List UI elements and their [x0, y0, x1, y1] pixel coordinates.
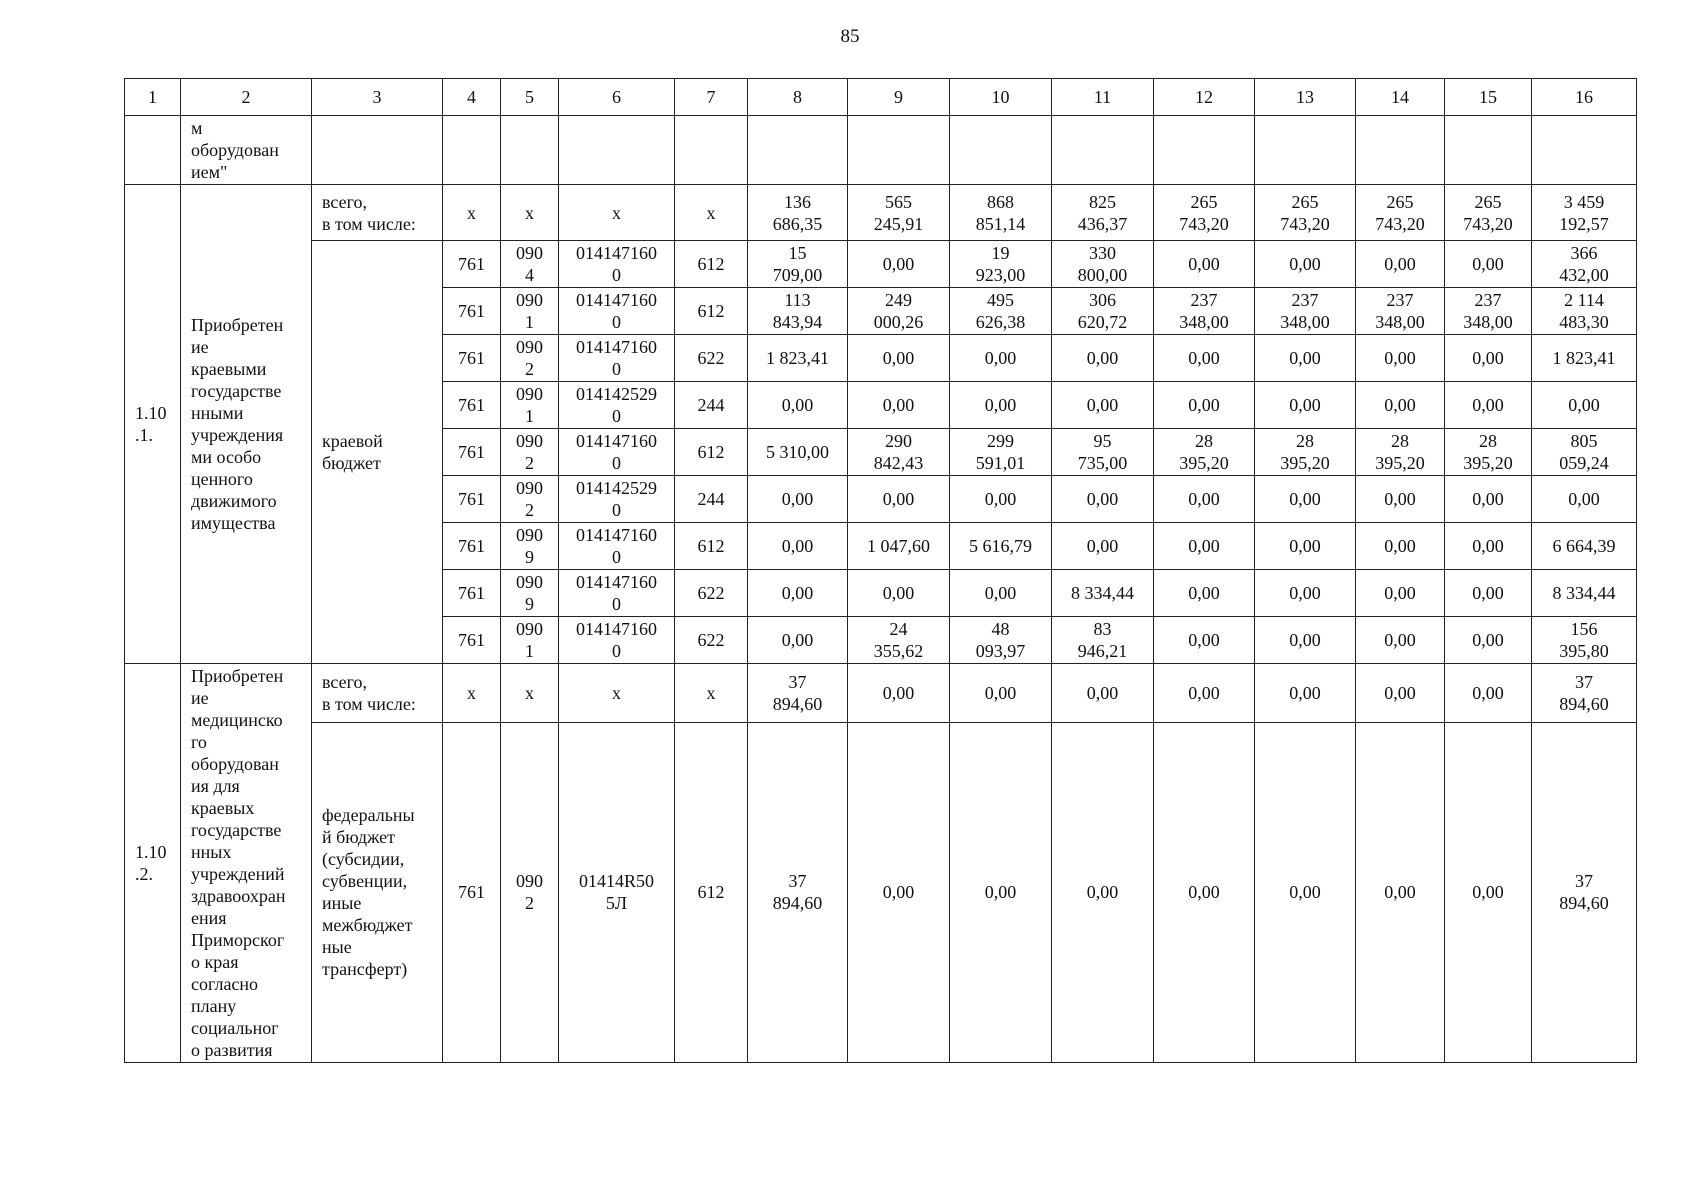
value-cell: 825 436,37: [1052, 185, 1154, 241]
value-cell: 0,00: [1255, 382, 1356, 429]
column-header: 9: [848, 79, 950, 116]
code-cell: 01414R50 5Л: [559, 722, 675, 1062]
value-cell: 0,00: [848, 335, 950, 382]
code-cell: 622: [675, 570, 748, 617]
code-cell: 761: [443, 722, 501, 1062]
code-cell: 090 9: [501, 570, 559, 617]
value-cell: 565 245,91: [848, 185, 950, 241]
code-cell: 612: [675, 241, 748, 288]
code-cell: 014147160 0: [559, 570, 675, 617]
code-cell: 090 9: [501, 523, 559, 570]
value-cell: 0,00: [748, 523, 848, 570]
value-cell: 37 894,60: [1532, 664, 1637, 723]
value-cell: 249 000,26: [848, 288, 950, 335]
empty-cell: [1532, 116, 1637, 185]
code-cell: 014147160 0: [559, 241, 675, 288]
value-cell: 0,00: [1532, 476, 1637, 523]
code-cell: 761: [443, 382, 501, 429]
code-cell: х: [675, 185, 748, 241]
empty-cell: [443, 116, 501, 185]
value-cell: 0,00: [1255, 570, 1356, 617]
value-cell: 237 348,00: [1255, 288, 1356, 335]
budget-row: [125, 722, 1637, 1062]
value-cell: 0,00: [848, 664, 950, 723]
empty-cell: [312, 116, 443, 185]
column-header: 8: [748, 79, 848, 116]
total-label-cell: всего, в том числе:: [312, 664, 443, 723]
value-cell: 0,00: [848, 476, 950, 523]
column-header: 2: [181, 79, 312, 116]
value-cell: 0,00: [848, 382, 950, 429]
budget-row: [125, 241, 1637, 288]
value-cell: 0,00: [748, 617, 848, 664]
value-cell: 0,00: [1445, 664, 1532, 723]
item-number-cell: 1.10 .2.: [125, 664, 181, 1063]
column-header: 3: [312, 79, 443, 116]
value-cell: 0,00: [748, 382, 848, 429]
value-cell: 0,00: [1356, 523, 1445, 570]
value-cell: 868 851,14: [950, 185, 1052, 241]
item-name-cell: Приобретен ие медицинско го оборудован ия для краевых государстве нных учреждений здравоохран ения Приморског о края согласно плану социальног о развития: [181, 664, 312, 1063]
code-cell: 090 2: [501, 335, 559, 382]
value-cell: 0,00: [1356, 722, 1445, 1062]
code-cell: 014147160 0: [559, 617, 675, 664]
value-cell: 0,00: [1052, 523, 1154, 570]
value-cell: 0,00: [748, 476, 848, 523]
code-cell: 090 2: [501, 722, 559, 1062]
value-cell: 0,00: [1154, 523, 1255, 570]
value-cell: 306 620,72: [1052, 288, 1154, 335]
row-number-cell: [125, 116, 181, 185]
value-cell: 37 894,60: [748, 664, 848, 723]
value-cell: 495 626,38: [950, 288, 1052, 335]
value-cell: 237 348,00: [1154, 288, 1255, 335]
value-cell: 0,00: [1356, 241, 1445, 288]
code-cell: 761: [443, 523, 501, 570]
value-cell: 0,00: [1532, 382, 1637, 429]
value-cell: 2 114 483,30: [1532, 288, 1637, 335]
item-name-cell: м оборудован ием": [181, 116, 312, 185]
column-header: 14: [1356, 79, 1445, 116]
column-header: 11: [1052, 79, 1154, 116]
code-cell: х: [443, 664, 501, 723]
value-cell: 0,00: [1052, 335, 1154, 382]
code-cell: 014147160 0: [559, 288, 675, 335]
value-cell: 0,00: [1052, 382, 1154, 429]
value-cell: 299 591,01: [950, 429, 1052, 476]
code-cell: 761: [443, 570, 501, 617]
page-number: 85: [840, 26, 860, 47]
empty-cell: [1356, 116, 1445, 185]
value-cell: 6 664,39: [1532, 523, 1637, 570]
code-cell: х: [675, 664, 748, 723]
value-cell: 1 047,60: [848, 523, 950, 570]
value-cell: 805 059,24: [1532, 429, 1637, 476]
value-cell: 0,00: [950, 664, 1052, 723]
value-cell: 0,00: [1445, 476, 1532, 523]
value-cell: 156 395,80: [1532, 617, 1637, 664]
empty-cell: [675, 116, 748, 185]
budget-table: [124, 78, 1637, 1063]
code-cell: х: [559, 664, 675, 723]
group-total-row: [125, 664, 1637, 723]
code-cell: 014142529 0: [559, 382, 675, 429]
item-name-cell: Приобретен ие краевыми государстве нными учреждения ми особо ценного движимого имущества: [181, 185, 312, 664]
code-cell: 090 1: [501, 288, 559, 335]
value-cell: 37 894,60: [748, 722, 848, 1062]
value-cell: 265 743,20: [1154, 185, 1255, 241]
code-cell: 090 2: [501, 476, 559, 523]
value-cell: 265 743,20: [1255, 185, 1356, 241]
value-cell: 0,00: [1445, 722, 1532, 1062]
code-cell: 612: [675, 722, 748, 1062]
value-cell: 5 616,79: [950, 523, 1052, 570]
code-cell: 761: [443, 288, 501, 335]
value-cell: 0,00: [1356, 382, 1445, 429]
value-cell: 0,00: [1445, 382, 1532, 429]
value-cell: 37 894,60: [1532, 722, 1637, 1062]
value-cell: 0,00: [1154, 241, 1255, 288]
value-cell: 0,00: [1052, 722, 1154, 1062]
value-cell: 0,00: [1255, 335, 1356, 382]
value-cell: 330 800,00: [1052, 241, 1154, 288]
value-cell: 0,00: [748, 570, 848, 617]
value-cell: 265 743,20: [1445, 185, 1532, 241]
funding-source-cell: краевой бюджет: [312, 241, 443, 664]
value-cell: 0,00: [950, 722, 1052, 1062]
code-cell: 244: [675, 476, 748, 523]
code-cell: 612: [675, 523, 748, 570]
code-cell: 244: [675, 382, 748, 429]
code-cell: 622: [675, 617, 748, 664]
code-cell: 761: [443, 476, 501, 523]
value-cell: 48 093,97: [950, 617, 1052, 664]
empty-cell: [1445, 116, 1532, 185]
code-cell: 014147160 0: [559, 523, 675, 570]
code-cell: 761: [443, 241, 501, 288]
empty-cell: [559, 116, 675, 185]
value-cell: 0,00: [1255, 476, 1356, 523]
column-header: 4: [443, 79, 501, 116]
value-cell: 0,00: [1255, 722, 1356, 1062]
value-cell: 0,00: [1356, 476, 1445, 523]
continuation-row: [125, 116, 1637, 185]
value-cell: 0,00: [848, 722, 950, 1062]
code-cell: 761: [443, 429, 501, 476]
value-cell: 28 395,20: [1154, 429, 1255, 476]
value-cell: 0,00: [950, 335, 1052, 382]
value-cell: 1 823,41: [1532, 335, 1637, 382]
item-number-cell: 1.10 .1.: [125, 185, 181, 664]
value-cell: 0,00: [1255, 241, 1356, 288]
value-cell: 366 432,00: [1532, 241, 1637, 288]
value-cell: 0,00: [1356, 664, 1445, 723]
value-cell: 0,00: [1154, 476, 1255, 523]
value-cell: 83 946,21: [1052, 617, 1154, 664]
column-header: 6: [559, 79, 675, 116]
value-cell: 5 310,00: [748, 429, 848, 476]
funding-source-cell: федеральны й бюджет (субсидии, субвенции, иные межбюджет ные трансферт): [312, 722, 443, 1062]
value-cell: 0,00: [848, 241, 950, 288]
value-cell: 136 686,35: [748, 185, 848, 241]
total-label-cell: всего, в том числе:: [312, 185, 443, 241]
value-cell: 0,00: [1255, 664, 1356, 723]
value-cell: 19 923,00: [950, 241, 1052, 288]
column-header: 15: [1445, 79, 1532, 116]
value-cell: 0,00: [1154, 617, 1255, 664]
code-cell: 761: [443, 617, 501, 664]
value-cell: 0,00: [950, 382, 1052, 429]
code-cell: 014147160 0: [559, 335, 675, 382]
value-cell: 28 395,20: [1255, 429, 1356, 476]
value-cell: 0,00: [1356, 617, 1445, 664]
value-cell: 0,00: [848, 570, 950, 617]
value-cell: 265 743,20: [1356, 185, 1445, 241]
value-cell: 28 395,20: [1356, 429, 1445, 476]
value-cell: 237 348,00: [1445, 288, 1532, 335]
empty-cell: [1255, 116, 1356, 185]
value-cell: 290 842,43: [848, 429, 950, 476]
code-cell: 090 4: [501, 241, 559, 288]
value-cell: 0,00: [1052, 476, 1154, 523]
code-cell: 090 1: [501, 617, 559, 664]
code-cell: 090 2: [501, 429, 559, 476]
value-cell: 0,00: [1445, 335, 1532, 382]
empty-cell: [1052, 116, 1154, 185]
value-cell: 0,00: [1255, 523, 1356, 570]
value-cell: 0,00: [1445, 570, 1532, 617]
code-cell: х: [559, 185, 675, 241]
empty-cell: [848, 116, 950, 185]
value-cell: 3 459 192,57: [1532, 185, 1637, 241]
code-cell: 612: [675, 288, 748, 335]
column-header: 13: [1255, 79, 1356, 116]
code-cell: х: [501, 664, 559, 723]
value-cell: 0,00: [1154, 664, 1255, 723]
column-header: 1: [125, 79, 181, 116]
code-cell: 761: [443, 335, 501, 382]
empty-cell: [950, 116, 1052, 185]
column-header: 7: [675, 79, 748, 116]
value-cell: 95 735,00: [1052, 429, 1154, 476]
value-cell: 8 334,44: [1532, 570, 1637, 617]
value-cell: 0,00: [1356, 570, 1445, 617]
empty-cell: [501, 116, 559, 185]
column-header: 10: [950, 79, 1052, 116]
value-cell: 0,00: [1052, 664, 1154, 723]
header-row: [125, 79, 1637, 116]
empty-cell: [748, 116, 848, 185]
group-total-row: [125, 185, 1637, 241]
code-cell: 090 1: [501, 382, 559, 429]
value-cell: 0,00: [950, 570, 1052, 617]
code-cell: 622: [675, 335, 748, 382]
value-cell: 0,00: [1445, 241, 1532, 288]
value-cell: 0,00: [1255, 617, 1356, 664]
column-header: 12: [1154, 79, 1255, 116]
value-cell: 0,00: [1154, 570, 1255, 617]
code-cell: 014147160 0: [559, 429, 675, 476]
value-cell: 0,00: [1154, 722, 1255, 1062]
value-cell: 0,00: [950, 476, 1052, 523]
value-cell: 0,00: [1356, 335, 1445, 382]
value-cell: 113 843,94: [748, 288, 848, 335]
value-cell: 8 334,44: [1052, 570, 1154, 617]
code-cell: х: [501, 185, 559, 241]
code-cell: х: [443, 185, 501, 241]
value-cell: 28 395,20: [1445, 429, 1532, 476]
value-cell: 24 355,62: [848, 617, 950, 664]
column-header: 16: [1532, 79, 1637, 116]
value-cell: 237 348,00: [1356, 288, 1445, 335]
value-cell: 0,00: [1445, 617, 1532, 664]
value-cell: 0,00: [1154, 382, 1255, 429]
value-cell: 1 823,41: [748, 335, 848, 382]
value-cell: 0,00: [1154, 335, 1255, 382]
column-header: 5: [501, 79, 559, 116]
value-cell: 15 709,00: [748, 241, 848, 288]
code-cell: 014142529 0: [559, 476, 675, 523]
empty-cell: [1154, 116, 1255, 185]
value-cell: 0,00: [1445, 523, 1532, 570]
code-cell: 612: [675, 429, 748, 476]
